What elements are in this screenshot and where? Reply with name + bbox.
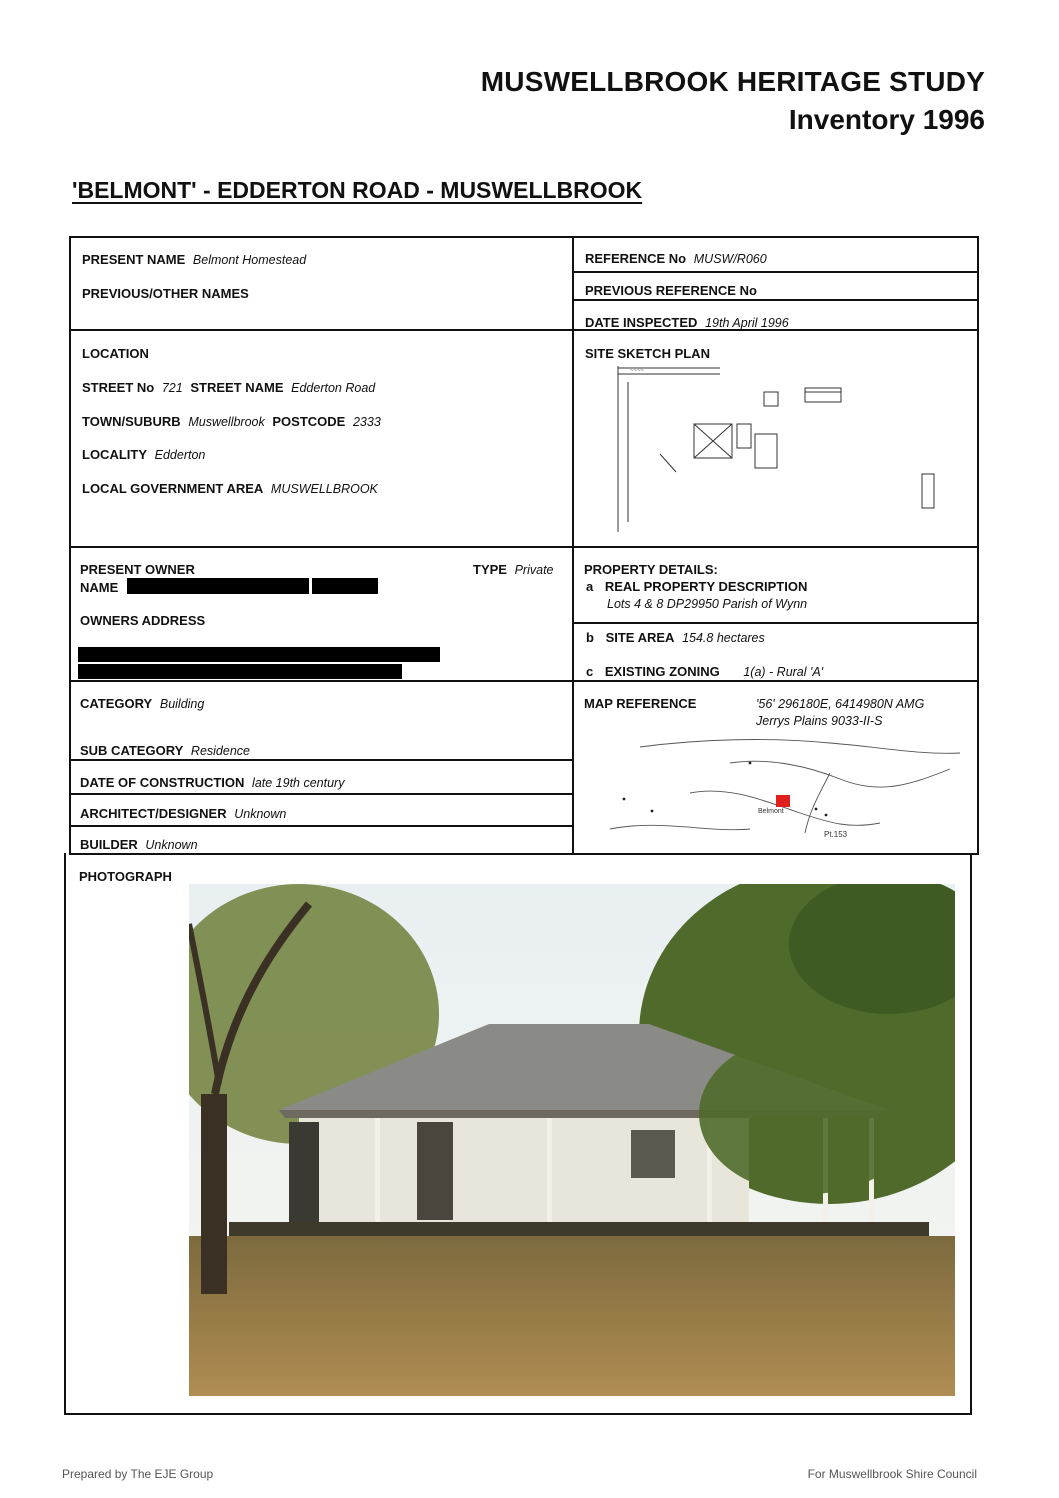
inventory-year: Inventory 1996 <box>788 104 985 135</box>
architect-row <box>80 806 286 821</box>
present-owner-label: PRESENT OWNER <box>80 562 195 577</box>
reference-label: REFERENCE No <box>585 251 687 266</box>
redaction-address-line-2 <box>78 664 402 679</box>
architect-value: Unknown <box>234 807 287 821</box>
site-area-value: 154.8 hectares <box>682 631 765 645</box>
zoning-value: 1(a) - Rural 'A' <box>743 665 824 679</box>
map-reference-label: MAP REFERENCE <box>584 696 697 711</box>
town-value: Muswellbrook <box>188 415 265 429</box>
locality-label: LOCALITY <box>82 447 147 462</box>
site-area-label: SITE AREA <box>605 630 675 645</box>
owner-name-label: NAME <box>80 580 119 595</box>
owners-address-label: OWNERS ADDRESS <box>80 613 206 628</box>
previous-reference-label: PREVIOUS REFERENCE No <box>585 283 757 298</box>
map-marker <box>776 795 790 807</box>
footer-council: For Muswellbrook Shire Council <box>807 1467 977 1481</box>
date-inspected-row <box>585 315 789 330</box>
site-sketch-label: SITE SKETCH PLAN <box>585 346 710 361</box>
property-c-row <box>586 664 823 679</box>
redaction-owner-name-2 <box>312 578 378 594</box>
date-inspected-label: DATE INSPECTED <box>585 315 698 330</box>
property-a-row <box>586 579 807 594</box>
zoning-label: EXISTING ZONING <box>604 664 720 679</box>
owner-type-value: Private <box>514 563 554 577</box>
street-row <box>82 380 375 395</box>
site-sketch-plan <box>600 362 960 538</box>
property-c-letter: c <box>586 664 594 679</box>
real-property-label: REAL PROPERTY DESCRIPTION <box>604 579 808 594</box>
category-row <box>80 696 204 711</box>
street-no-value: 721 <box>161 381 183 395</box>
property-heading: PROPERTY DETAILS: <box>584 562 718 577</box>
town-row <box>82 414 381 429</box>
sub-category-value: Residence <box>190 744 250 758</box>
property-a-letter: a <box>586 579 594 594</box>
item-title: 'BELMONT' - EDDERTON ROAD - MUSWELLBROOK <box>72 177 643 203</box>
redaction-owner-name <box>127 578 309 594</box>
construction-date-value: late 19th century <box>252 776 345 790</box>
property-b-letter: b <box>586 630 594 645</box>
homestead-photograph <box>189 884 955 1396</box>
locality-value: Edderton <box>154 448 206 462</box>
locality-row <box>82 447 205 462</box>
photograph-label: PHOTOGRAPH <box>79 869 172 884</box>
builder-value: Unknown <box>145 838 198 852</box>
present-name-value: Belmont Homestead <box>192 253 307 267</box>
street-no-label: STREET No <box>82 380 155 395</box>
street-name-label: STREET NAME <box>190 380 284 395</box>
street-name-value: Edderton Road <box>291 381 376 395</box>
construction-date-row <box>80 775 344 790</box>
sketch-note-road: ~~~~ <box>630 368 645 374</box>
footer-prepared-by: Prepared by The EJE Group <box>62 1467 214 1481</box>
study-title: MUSWELLBROOK HERITAGE STUDY <box>480 66 985 97</box>
lga-value: MUSWELLBROOK <box>270 482 378 496</box>
sub-category-row <box>80 743 250 758</box>
map-sheet: Jerrys Plains 9033-II-S <box>756 714 883 728</box>
postcode-value: 2333 <box>352 415 381 429</box>
date-inspected-value: 19th April 1996 <box>705 316 789 330</box>
reference-value: MUSW/R060 <box>693 252 767 266</box>
lga-row <box>82 481 378 496</box>
reference-row <box>585 251 767 266</box>
architect-label: ARCHITECT/DESIGNER <box>80 806 227 821</box>
map-place-label: Belmont <box>758 808 784 815</box>
builder-label: BUILDER <box>80 837 138 852</box>
location-map <box>580 733 975 851</box>
location-heading: LOCATION <box>82 346 149 361</box>
owner-type-row <box>473 562 554 577</box>
town-label: TOWN/SUBURB <box>82 414 181 429</box>
owner-type-label: TYPE <box>473 562 507 577</box>
map-coords: '56' 296180E, 6414980N AMG <box>756 697 925 711</box>
category-value: Building <box>159 697 205 711</box>
map-spot-label: Pt.153 <box>824 830 848 839</box>
previous-reference-row <box>585 283 757 298</box>
builder-row <box>80 837 198 852</box>
sub-category-label: SUB CATEGORY <box>80 743 184 758</box>
lga-label: LOCAL GOVERNMENT AREA <box>82 481 264 496</box>
previous-names-row <box>82 286 249 301</box>
previous-names-label: PREVIOUS/OTHER NAMES <box>82 286 249 301</box>
category-label: CATEGORY <box>80 696 153 711</box>
redaction-address-line-1 <box>78 647 440 662</box>
present-name-label: PRESENT NAME <box>82 252 186 267</box>
construction-date-label: DATE OF CONSTRUCTION <box>80 775 245 790</box>
real-property-value: Lots 4 & 8 DP29950 Parish of Wynn <box>607 597 808 611</box>
property-b-row <box>586 630 765 645</box>
postcode-label: POSTCODE <box>272 414 346 429</box>
present-name-row <box>82 252 306 267</box>
